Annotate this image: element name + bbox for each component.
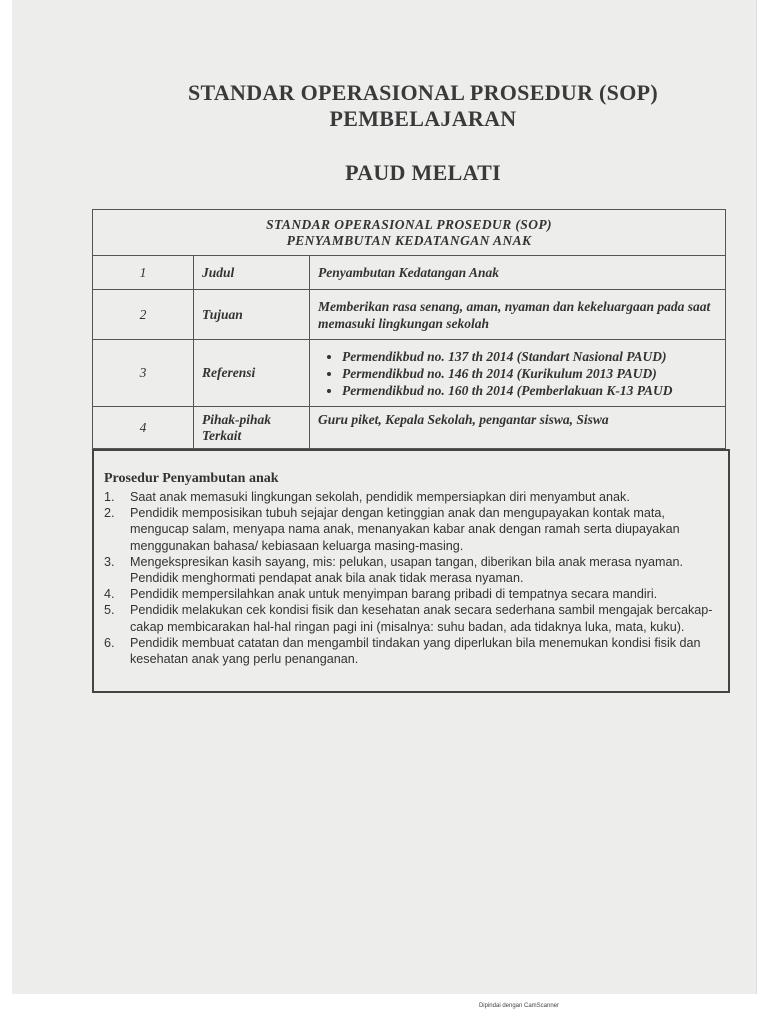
list-item xyxy=(104,505,722,554)
row-number: 3 xyxy=(93,340,194,407)
step-text: Pendidik membuat catatan dan mengambil tindakan yang diperlukan bila menemukan kondisi fisik dan kesehatan anak yang perlu penanganan. xyxy=(130,635,701,667)
reference-list xyxy=(318,348,717,399)
table-heading-row xyxy=(93,210,726,256)
row-label: Judul xyxy=(194,256,310,290)
list-item: • Permendikbud no. 160 th 2014 (Pemberlakuan K-13 PAUD xyxy=(342,382,717,399)
document-subtitle: PEMBELAJARAN xyxy=(329,106,517,131)
table-row xyxy=(93,256,726,290)
step-text: Saat anak memasuki lingkungan sekolah, pendidik mempersiapkan diri menyambut anak. xyxy=(130,490,630,504)
school-name: PAUD MELATI xyxy=(345,160,501,185)
sop-table xyxy=(92,209,726,449)
document-title: STANDAR OPERASIONAL PROSEDUR (SOP) xyxy=(187,80,658,105)
step-text: Pendidik memposisikan tubuh sejajar dengan ketinggian anak dan mengupayakan kontak mata, mengucap salam, menyapa nama anak, menanyakan kabar anak dengan ramah serta diupayakan menggunakan bahasa/ kebiasaan keluarga masing-masing. xyxy=(130,506,680,553)
procedure-title: Prosedur Penyambutan anak xyxy=(104,471,279,486)
step-text: Mengekspresikan kasih sayang, mis: pelukan, usapan tangan, diberikan bila anak merasa nyaman. Pendidik menghormati pendapat anak bila anak tidak merasa nyaman. xyxy=(130,554,684,586)
procedure-list xyxy=(104,489,722,667)
list-item xyxy=(104,635,722,667)
row-label: Pihak-pihak Terkait xyxy=(194,407,310,449)
reference-list-cell xyxy=(310,340,726,407)
list-item xyxy=(104,602,722,634)
table-heading-line1: STANDAR OPERASIONAL PROSEDUR (SOP) xyxy=(266,216,552,232)
table-heading xyxy=(93,210,726,256)
row-label: Referensi xyxy=(194,340,310,407)
list-item xyxy=(104,586,722,602)
row-number: 1 xyxy=(93,256,194,290)
step-number: 3. xyxy=(104,554,115,569)
list-item: • Permendikbud no. 137 th 2014 (Standart Nasional PAUD) xyxy=(342,348,717,365)
row-number: 2 xyxy=(93,290,194,340)
table-row xyxy=(93,407,726,449)
list-item xyxy=(104,489,722,505)
row-label: Tujuan xyxy=(194,290,310,340)
row-value: Memberikan rasa senang, aman, nyaman dan kekeluargaan pada saat memasuki lingkungan sekolah xyxy=(310,290,726,340)
step-number: 5. xyxy=(104,603,115,618)
procedure-box xyxy=(92,449,730,693)
list-item xyxy=(104,554,722,586)
list-item: • Permendikbud no. 146 th 2014 (Kurikulum 2013 PAUD) xyxy=(342,365,717,382)
step-number: 1. xyxy=(104,490,115,504)
step-number: 2. xyxy=(104,506,115,521)
step-text: Pendidik mempersilahkan anak untuk menyimpan barang pribadi di tempatnya secara mandiri. xyxy=(130,587,658,602)
row-value: Penyambutan Kedatangan Anak xyxy=(310,256,726,290)
step-number: 6. xyxy=(104,635,115,650)
step-number: 4. xyxy=(104,587,115,602)
table-row xyxy=(93,290,726,340)
row-number: 4 xyxy=(93,407,194,449)
table-row xyxy=(93,340,726,407)
step-text: Pendidik melakukan cek kondisi fisik dan kesehatan anak secara sederhana sambil mengajak bercakap-cakap membicarakan hal-hal ringan pagi ini (misalnya: suhu badan, ada tidaknya luka, mata, kuku). xyxy=(130,603,713,634)
table-heading-line2: PENYAMBUTAN KEDATANGAN ANAK xyxy=(286,232,532,248)
scanner-watermark: Dipindai dengan CamScanner xyxy=(478,1003,560,1009)
row-value: Guru piket, Kepala Sekolah, pengantar siswa, Siswa xyxy=(310,407,726,449)
